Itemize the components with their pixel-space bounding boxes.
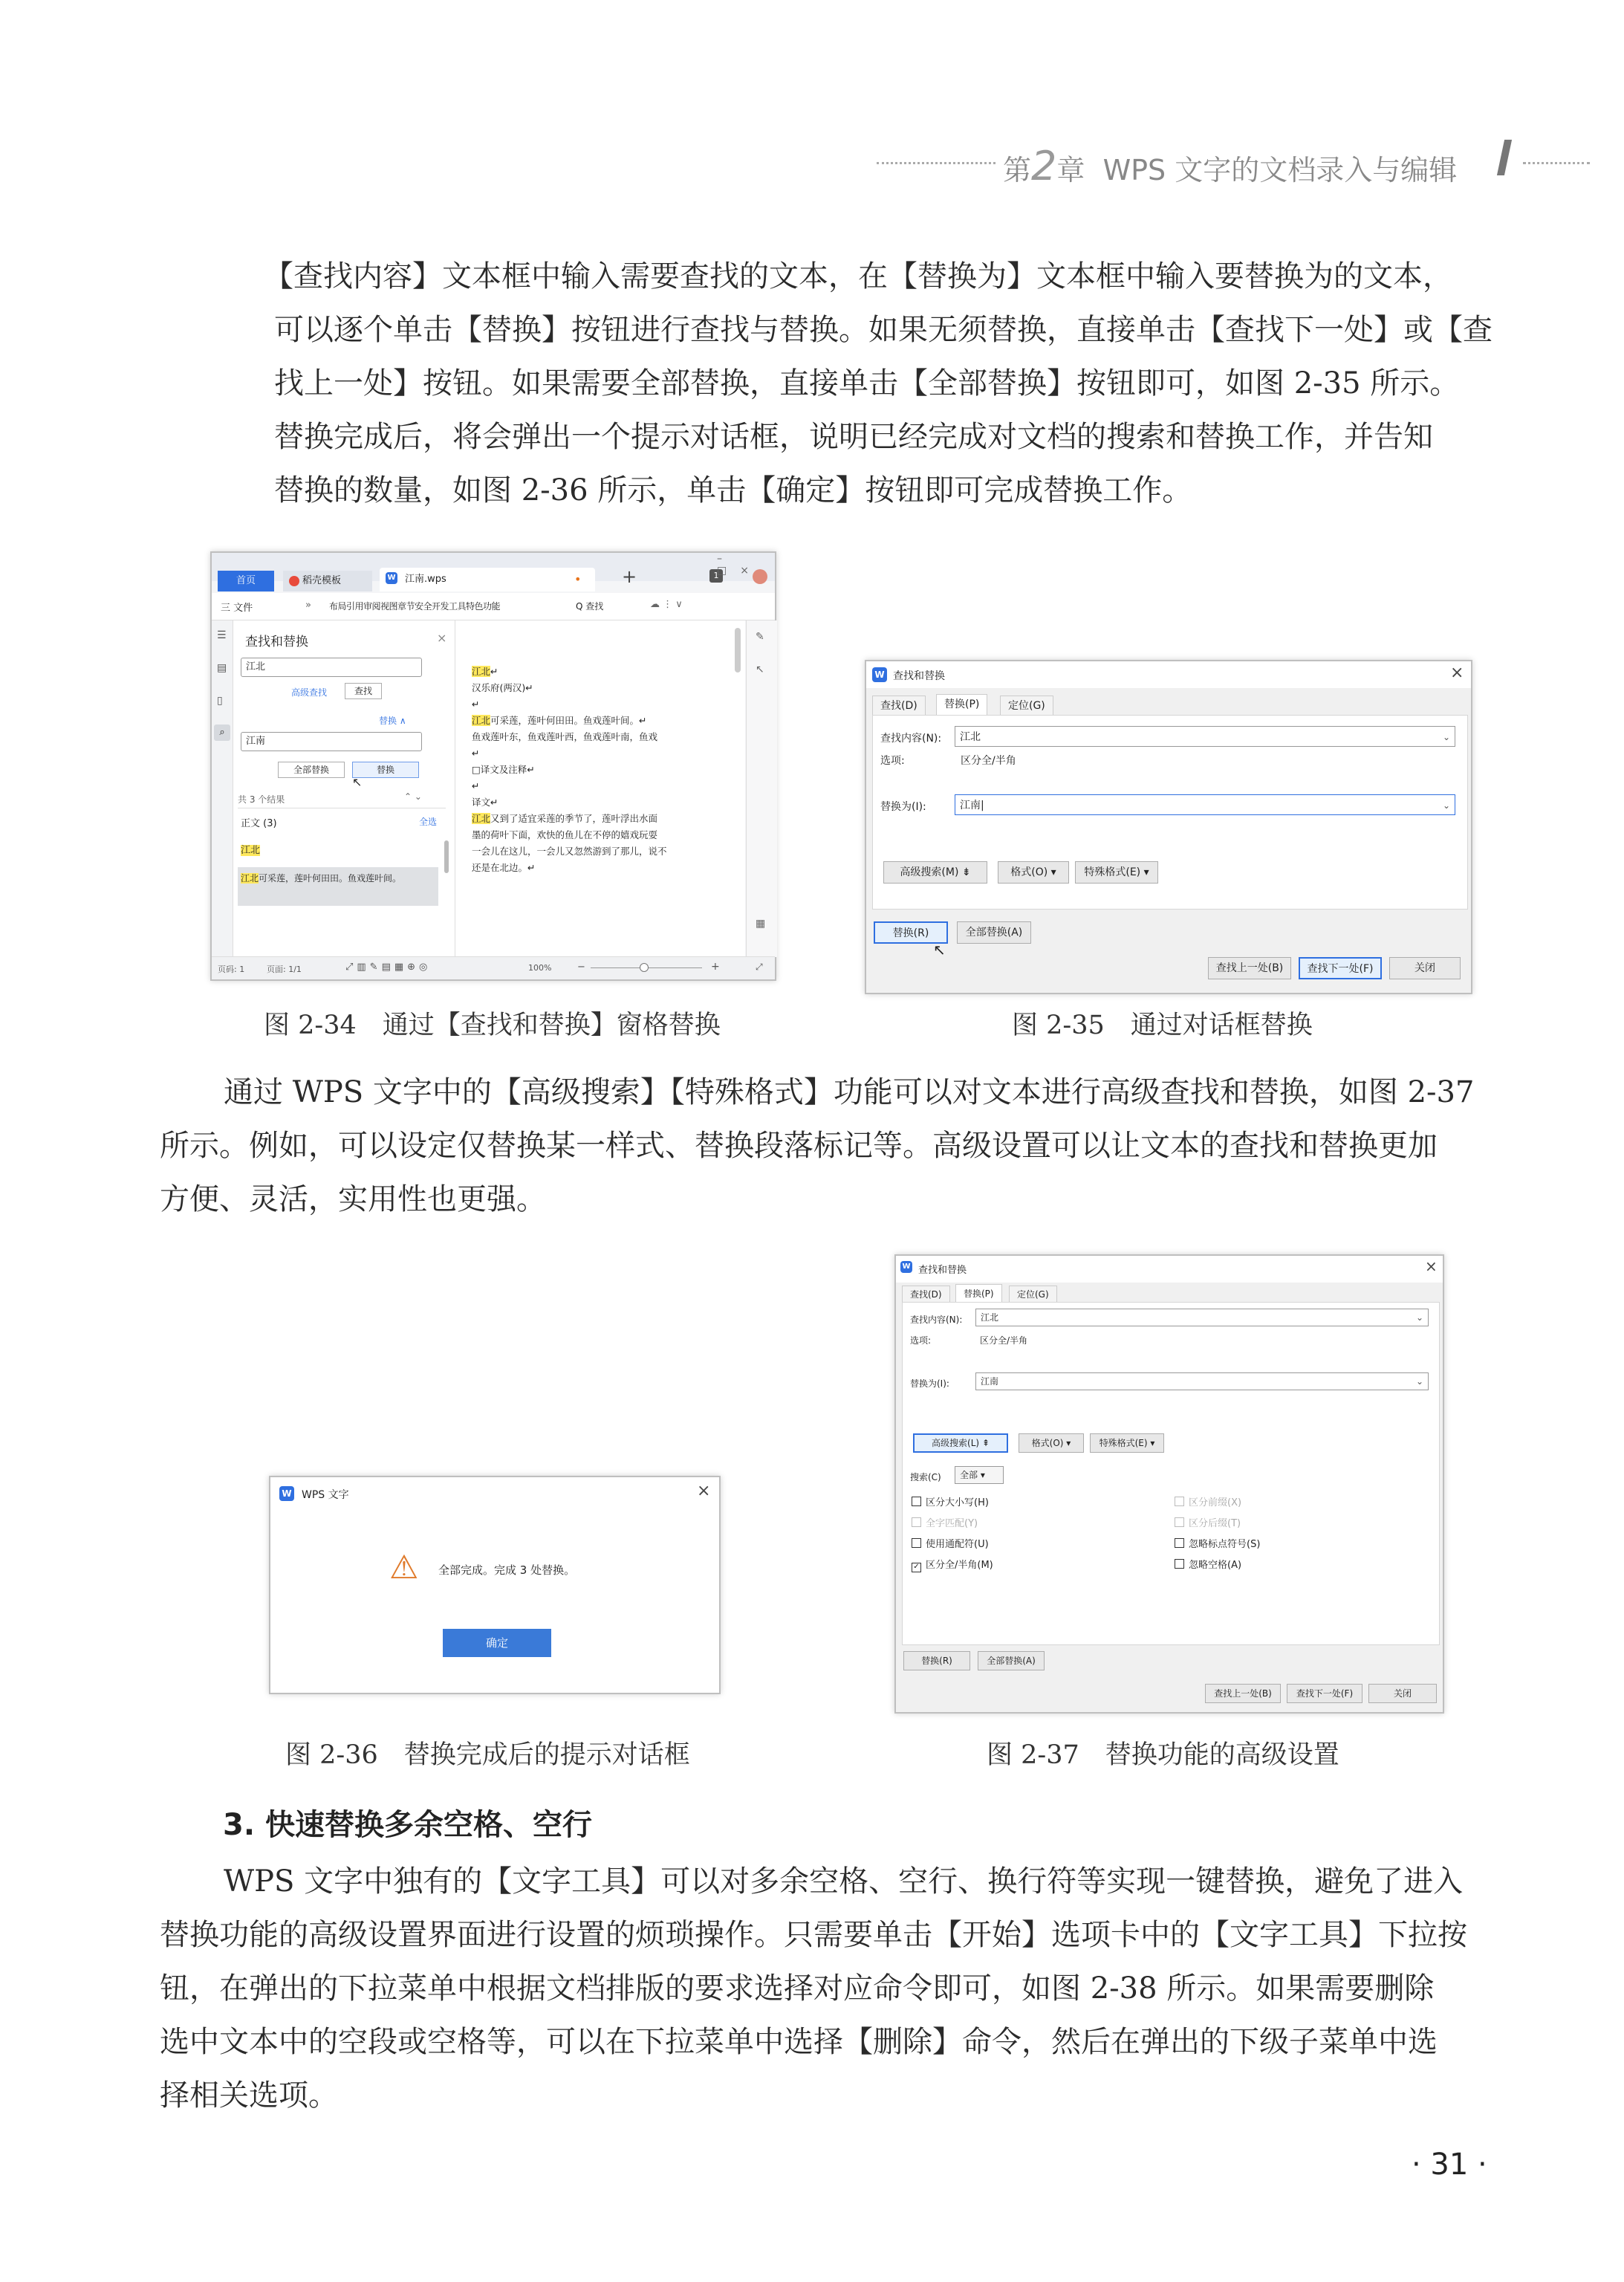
fig35-options-value: 区分全/半角 xyxy=(961,755,1016,767)
fig34-doc-plain: 可采莲，莲叶何田田。鱼戏莲叶间。 xyxy=(490,715,640,726)
fig34-find-button[interactable]: 查找 xyxy=(345,683,382,699)
fig37-close-icon[interactable]: × xyxy=(1425,1257,1438,1275)
fig35-find-prev-button[interactable]: 查找上一处(B) xyxy=(1208,957,1291,979)
fig37-checkbox-icon xyxy=(1175,1538,1184,1548)
fig37-checkbox-icon xyxy=(912,1538,921,1548)
fig34-replace-button[interactable]: 替换 xyxy=(352,762,419,778)
fig34-replace-input[interactable]: 江南 xyxy=(241,732,422,751)
fig34-left-rail xyxy=(212,620,233,957)
fig37-cb-space[interactable] xyxy=(1175,1557,1241,1571)
fig35-find-next-button[interactable]: 查找下一处(F) xyxy=(1299,957,1382,979)
chapter-title: WPS 文字的文档录入与编辑 xyxy=(1102,154,1458,187)
para2-line: 所示。例如，可以设定仅替换某一样式、替换段落标记等。高级设置可以让文本的查找和替换更加 xyxy=(160,1129,1438,1163)
fig34-right-rail xyxy=(746,620,777,957)
fig34-doc-text xyxy=(472,664,739,876)
fig34-doc-line xyxy=(472,729,739,745)
fig35-tab-goto[interactable]: 定位(G) xyxy=(1000,696,1053,716)
fig37-tab-goto[interactable]: 定位(G) xyxy=(1009,1286,1057,1303)
fig37-dialog xyxy=(894,1254,1444,1714)
fig37-cb-punct[interactable] xyxy=(1175,1536,1260,1550)
fig34-statusbar xyxy=(212,956,775,979)
fig37-cb-punct-label: 忽略标点符号(S) xyxy=(1189,1539,1261,1550)
fig34-doc-plain: 一会儿在这儿，一会儿又忽然游到了那儿，说不 xyxy=(472,846,667,857)
fig34-result-item-selected[interactable] xyxy=(238,867,438,906)
fig34-fullscreen-icon[interactable]: ⤢ xyxy=(756,962,763,972)
fig34-replace-all-button[interactable]: 全部替换 xyxy=(278,762,345,778)
fig34-tab-home[interactable]: 首页 xyxy=(218,571,274,591)
fig34-result2-highlight: 江北 xyxy=(241,873,259,884)
fig34-doc-plain: 墨的荷叶下面，欢快的鱼儿在不停的嬉戏玩耍 xyxy=(472,829,658,840)
caption-fig-2-34: 图 2-34 通过【查找和替换】窗格替换 xyxy=(264,1011,721,1040)
intro-line: 替换完成后，将会弹出一个提示对话框，说明已经完成对文档的搜索和替换工作，并告知 xyxy=(274,420,1433,454)
fig37-titlebar xyxy=(896,1256,1443,1283)
fig34-zoom-out-icon[interactable]: − xyxy=(577,962,585,973)
fig34-result-nav-icon[interactable]: ⌃ ⌄ xyxy=(404,791,422,802)
fig34-doc-line: ↵ xyxy=(472,698,480,710)
fig35-options-label: 选项: xyxy=(880,755,905,767)
fig34-tab-template-label: 稻壳模板 xyxy=(302,575,342,586)
fig34-doc-line xyxy=(472,843,739,860)
caption-fig-2-35: 图 2-35 通过对话框替换 xyxy=(1012,1011,1313,1040)
header-dots-left xyxy=(877,162,995,164)
fig34-doc-line xyxy=(472,827,739,843)
fig37-find-next-button[interactable]: 查找下一处(F) xyxy=(1287,1684,1362,1703)
fig34-status-pages: 页面: 1/1 xyxy=(267,965,302,974)
fig37-cb-suffix[interactable] xyxy=(1175,1515,1241,1529)
para2-line: 方便、灵活，实用性也更强。 xyxy=(160,1182,546,1216)
fig36-close-icon[interactable]: × xyxy=(697,1482,711,1500)
fig34-nav-icon[interactable]: ☰ xyxy=(217,629,227,641)
para2-line: 通过 WPS 文字中的【高级搜索】【特殊格式】功能可以对文本进行高级查找和替换，如图 2-37 xyxy=(224,1075,1475,1109)
fig37-cb-wildcard[interactable] xyxy=(912,1536,989,1550)
fig34-doc-line: 还是在北边。↵ xyxy=(472,862,536,873)
fig34-pane-close-icon[interactable]: × xyxy=(437,631,447,645)
fig34-result2-text: 可采莲，莲叶何田田。鱼戏莲叶间。 xyxy=(259,873,402,884)
fig37-find-value: 江北 xyxy=(981,1312,999,1323)
fig37-wps-icon: W xyxy=(900,1261,912,1273)
fig34-menu-file[interactable]: 三 文件 xyxy=(221,603,253,614)
fig37-replace-all-button[interactable]: 全部替换(A) xyxy=(978,1651,1045,1670)
fig34-doc-line: 译文↵ xyxy=(472,797,498,808)
caption-fig-2-36: 图 2-36 替换完成后的提示对话框 xyxy=(285,1740,690,1770)
fig36-title: WPS 文字 xyxy=(302,1489,349,1501)
fig34-zoom-in-icon[interactable]: + xyxy=(711,961,720,973)
fig34-doc-line: 江北↵ xyxy=(472,666,498,677)
para3-line: 选中文本中的空段或空格等，可以在下拉菜单中选择【删除】命令，然后在弹出的下级子菜单中选 xyxy=(160,2025,1438,2059)
fig34-doc-plain: 还是在北边。 xyxy=(472,862,528,873)
fig37-find-label: 查找内容(N): xyxy=(910,1315,963,1325)
fig34-wps-window xyxy=(210,551,776,981)
fig37-tab-replace[interactable]: 替换(P) xyxy=(955,1284,1002,1303)
fig35-replace-all-button[interactable]: 全部替换(A) xyxy=(957,921,1031,944)
para3-line: 择相关选项。 xyxy=(160,2078,338,2113)
fig35-format-button[interactable]: 格式(O) ▾ xyxy=(998,861,1069,884)
fig37-cb-space-label: 忽略空格(A) xyxy=(1189,1560,1242,1571)
fig34-result1-text: 江北 xyxy=(241,845,261,856)
fig34-pane-title: 查找和替换 xyxy=(245,635,308,649)
fig35-titlebar xyxy=(866,661,1471,688)
fig37-advanced-button[interactable]: 高级搜索(L) ⇞ xyxy=(913,1433,1008,1453)
fig37-cb-suffix-label: 区分后缀(T) xyxy=(1189,1518,1241,1529)
fig35-find-input[interactable] xyxy=(955,726,1455,747)
fig37-title: 查找和替换 xyxy=(918,1265,967,1276)
fig34-doc-hl: 江北 xyxy=(472,715,491,726)
intro-line: 【查找内容】文本框中输入需要查找的文本，在【替换为】文本框中输入要替换为的文本， xyxy=(264,259,1452,294)
fig34-doc-plain: 译文 xyxy=(472,797,491,808)
fig37-options-label: 选项: xyxy=(910,1335,932,1346)
fig35-wps-icon: W xyxy=(872,667,887,682)
fig34-search-icon[interactable]: ⌕ xyxy=(214,725,230,741)
fig35-dialog xyxy=(865,660,1472,994)
fig37-checkbox-icon xyxy=(1175,1559,1184,1569)
fig37-options-value: 区分全/半角 xyxy=(980,1335,1028,1346)
fig37-checkbox-icon xyxy=(1175,1517,1184,1527)
fig34-page-icon[interactable]: ▤ xyxy=(217,662,227,674)
fig37-replace-value: 江南 xyxy=(981,1376,999,1387)
fig34-doc-hl: 江北 xyxy=(472,666,491,677)
fig34-doc-line: 江北可采莲，莲叶何田田。鱼戏莲叶间。↵ xyxy=(472,715,647,726)
fig37-find-input[interactable] xyxy=(975,1309,1429,1326)
running-header xyxy=(877,134,1590,193)
fig35-panel xyxy=(872,715,1468,910)
fig35-replace-label: 替换为(I): xyxy=(880,801,926,813)
caption-fig-2-37: 图 2-37 替换功能的高级设置 xyxy=(987,1740,1339,1770)
para3-line: 钮，在弹出的下拉菜单中根据文档排版的要求选择对应命令即可，如图 2-38 所示。如果需要删除 xyxy=(160,1971,1435,2006)
fig37-cb-case[interactable] xyxy=(912,1494,989,1508)
fig34-zoom-handle[interactable] xyxy=(640,963,649,972)
fig36-message: 全部完成。完成 3 处替换。 xyxy=(438,1563,576,1577)
fig34-replace-toggle[interactable]: 替换 ∧ xyxy=(379,716,406,726)
fig35-find-value: 江北 xyxy=(960,731,981,743)
fig34-pane-scrollbar[interactable] xyxy=(444,840,449,873)
chapter-suffix: 章 xyxy=(1056,154,1085,187)
fig34-tab-template[interactable] xyxy=(283,571,372,591)
fig37-replace-button[interactable]: 替换(R) xyxy=(903,1651,970,1670)
fig34-doc-plain: 又到了适宜采莲的季节了，莲叶浮出水面 xyxy=(490,813,658,824)
fig34-view-icons[interactable]: ⤢▥✎▤▦⊕◎ xyxy=(345,962,432,973)
fig34-doc-line: ↵ xyxy=(472,780,480,791)
fig37-cb-prefix-label: 区分前缀(X) xyxy=(1189,1497,1242,1508)
fig34-doc-scrollbar[interactable] xyxy=(735,628,741,672)
fig37-checkbox-icon xyxy=(912,1517,921,1527)
fig37-cb-prefix[interactable] xyxy=(1175,1494,1241,1508)
fig35-find-label: 查找内容(N): xyxy=(880,733,942,745)
header-bar xyxy=(1497,140,1512,175)
fig35-find-dropdown-icon[interactable]: ⌄ xyxy=(1442,732,1450,742)
fig37-search-label: 搜索(C) xyxy=(910,1472,941,1482)
fig35-special-button[interactable]: 特殊格式(E) ▾ xyxy=(1075,861,1158,884)
fig37-checkmark-icon: ✓ xyxy=(912,1563,921,1572)
fig34-tab-doc[interactable] xyxy=(380,568,595,591)
fig34-new-tab-icon[interactable]: + xyxy=(622,566,637,587)
paragraph-3 xyxy=(160,1855,1530,2122)
fig34-window-controls-icon[interactable]: –□× xyxy=(717,553,762,577)
header-text xyxy=(1003,143,1457,189)
para3-line: WPS 文字中独有的【文字工具】可以对多余空格、空行、换行符等实现一键替换，避免了进入 xyxy=(224,1864,1464,1899)
intro-line: 可以逐个单击【替换】按钮进行查找与替换。如果无须替换，直接单击【查找下一处】或【查 xyxy=(274,313,1493,347)
fig34-zoom[interactable]: 100% xyxy=(528,963,552,973)
fig34-badge-icon: 1 xyxy=(709,569,723,583)
fig34-template-icon xyxy=(289,576,299,586)
fig34-select-all-link[interactable]: 全选 xyxy=(419,817,438,827)
fig35-close-icon[interactable]: × xyxy=(1450,664,1464,682)
fig34-doc-line: □译文及注释↵ xyxy=(472,764,535,775)
fig34-status-page: 页码: 1 xyxy=(218,965,245,974)
fig34-more-icon[interactable]: » xyxy=(305,600,311,611)
fig34-doc-hl: 江北 xyxy=(472,813,491,824)
fig34-doc-plain: □译文及注释 xyxy=(472,764,527,775)
fig34-pointer-icon[interactable]: ↖ xyxy=(756,664,764,675)
fig34-ribbon-tabs[interactable]: 布局引用审阅视图章节安全开发工具特色功能 xyxy=(329,601,501,612)
fig37-cb-whole[interactable] xyxy=(912,1515,978,1529)
fig34-tab-doc-label: 江南.wps xyxy=(405,574,446,585)
fig37-find-dropdown-icon[interactable]: ⌄ xyxy=(1415,1312,1423,1323)
fig37-cb-width-label: 区分全/半角(M) xyxy=(926,1560,993,1571)
para3-line: 替换功能的高级设置界面进行设置的烦琐操作。只需要单击【开始】选项卡中的【文字工具】下拉按 xyxy=(160,1918,1467,1952)
fig37-special-button[interactable]: 特殊格式(E) ▾ xyxy=(1090,1433,1164,1453)
fig35-title: 查找和替换 xyxy=(893,670,945,682)
fig37-replace-dropdown-icon[interactable]: ⌄ xyxy=(1415,1376,1423,1387)
fig34-doc-line: ↵ xyxy=(472,748,480,759)
fig34-advanced-link[interactable]: 高级查找 xyxy=(291,687,328,698)
fig35-replace-value: 江南 xyxy=(960,800,981,811)
fig34-document xyxy=(455,620,745,957)
fig34-result-item[interactable] xyxy=(241,842,260,856)
fig37-search-select[interactable]: 全部 ▾ xyxy=(955,1466,1004,1484)
fig36-ok-button[interactable]: 确定 xyxy=(443,1629,551,1657)
fig35-replace-input[interactable]: 江南| ⌄ xyxy=(955,794,1455,815)
fig34-result-count: 共 3 个结果 xyxy=(238,794,285,805)
fig34-cloud-icon[interactable]: ☁ ⋮ ∨ xyxy=(650,599,683,610)
header-dots-right xyxy=(1523,162,1590,164)
intro-paragraph xyxy=(264,250,1527,517)
fig34-unsaved-dot-icon: • xyxy=(574,572,582,586)
fig35-tab-replace[interactable]: 替换(P) xyxy=(936,694,987,716)
paragraph-2 xyxy=(160,1066,1530,1226)
fig34-doc-icon: W xyxy=(386,572,397,584)
fig36-warning-icon: ⚠ xyxy=(389,1549,419,1586)
fig34-find-input[interactable]: 江北 xyxy=(241,658,422,677)
chapter-number: 2 xyxy=(1031,143,1057,189)
fig37-find-prev-button[interactable]: 查找上一处(B) xyxy=(1205,1684,1281,1703)
fig37-replace-input[interactable] xyxy=(975,1372,1429,1390)
fig35-replace-dropdown-icon[interactable]: ⌄ xyxy=(1442,800,1450,811)
fig36-dialog xyxy=(269,1476,721,1694)
fig37-cb-case-label: 区分大小写(H) xyxy=(926,1497,989,1508)
fig34-ribbon-search[interactable]: Q 查找 xyxy=(576,601,604,612)
fig37-close-button[interactable]: 关闭 xyxy=(1368,1684,1437,1703)
fig34-cursor-icon: ↖ xyxy=(352,775,363,789)
fig37-tab-find[interactable]: 查找(D) xyxy=(902,1286,950,1303)
fig37-cb-wildcard-label: 使用通配符(U) xyxy=(926,1539,989,1550)
fig35-cursor-icon: ↖ xyxy=(933,941,946,959)
fig35-advanced-button[interactable]: 高级搜索(M) ⇟ xyxy=(883,861,987,884)
fig37-cb-whole-label: 全字匹配(Y) xyxy=(926,1518,978,1529)
fig34-doc-plain: 鱼戏莲叶东，鱼戏莲叶西，鱼戏莲叶南，鱼戏 xyxy=(472,731,658,742)
fig35-close-button[interactable]: 关闭 xyxy=(1389,957,1461,979)
fig34-ribbon xyxy=(212,593,775,620)
chapter-prefix: 第 xyxy=(1003,154,1032,187)
fig37-panel xyxy=(902,1302,1440,1645)
fig34-doc-line xyxy=(472,811,739,827)
section-heading: 3. 快速替换多余空格、空行 xyxy=(223,1808,592,1842)
fig37-replace-label: 替换为(I): xyxy=(910,1378,949,1389)
fig34-body-label: 正文 (3) xyxy=(241,818,277,829)
fig34-find-pane xyxy=(233,620,455,957)
fig37-checkbox-icon xyxy=(1175,1497,1184,1506)
fig35-tab-find[interactable]: 查找(D) xyxy=(872,696,926,716)
fig37-checkbox-icon xyxy=(912,1497,921,1506)
page-number: · 31 · xyxy=(1412,2148,1487,2182)
intro-line: 替换的数量，如图 2-36 所示，单击【确定】按钮即可完成替换工作。 xyxy=(274,473,1192,508)
fig37-cb-width[interactable] xyxy=(912,1557,993,1572)
fig34-grid-icon[interactable]: ▦ xyxy=(756,918,766,930)
fig34-doc-plain: 汉乐府(两汉) xyxy=(472,682,526,693)
fig37-format-button[interactable]: 格式(O) ▾ xyxy=(1019,1433,1084,1453)
fig36-wps-icon: W xyxy=(279,1486,294,1501)
fig34-bookmark-icon[interactable]: ▯ xyxy=(217,695,223,707)
fig35-replace-button[interactable]: 替换(R) xyxy=(874,921,948,944)
fig34-doc-line: 汉乐府(两汉)↵ xyxy=(472,682,533,693)
fig34-edit-icon[interactable]: ✎ xyxy=(756,631,764,643)
intro-line: 找上一处】按钮。如果需要全部替换，直接单击【全部替换】按钮即可，如图 2-35 所示。 xyxy=(274,366,1460,401)
